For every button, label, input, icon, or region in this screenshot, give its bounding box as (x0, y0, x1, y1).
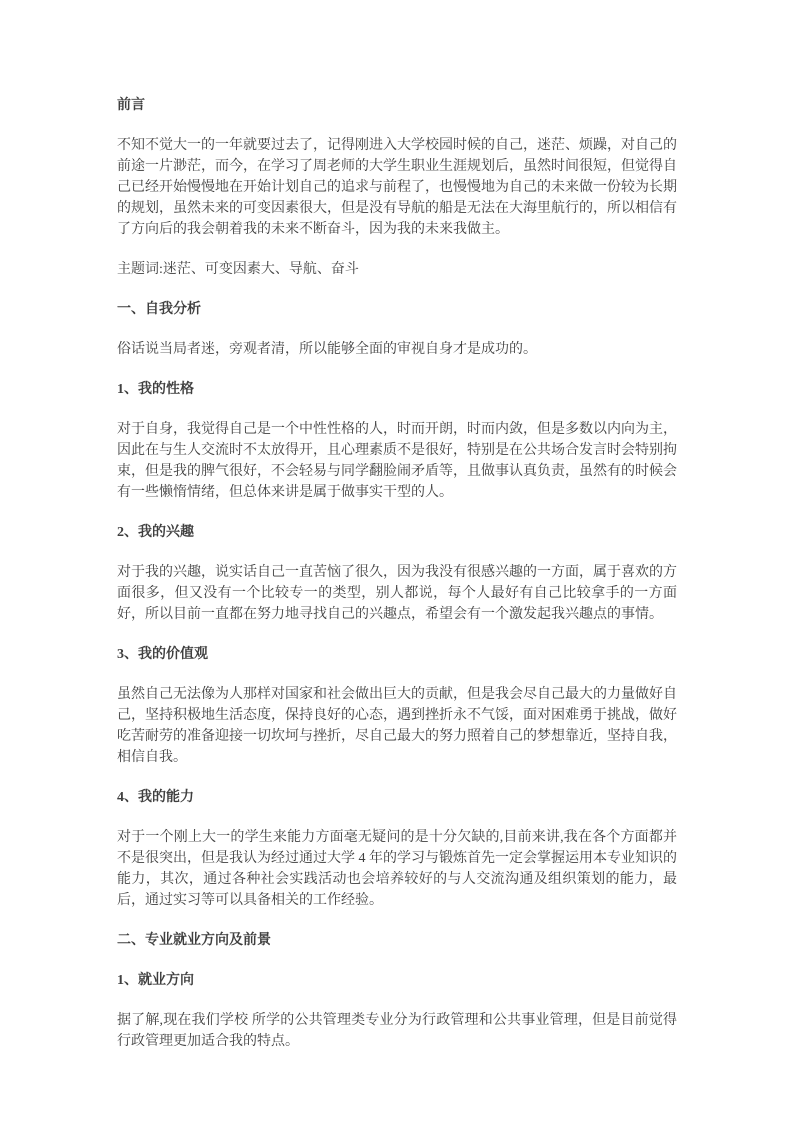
paragraph-preface: 不知不觉大一的一年就要过去了，记得刚进入大学校园时候的自己，迷茫、烦躁，对自己的前途一片渺茫，而今，在学习了周老师的大学生职业生涯规划后，虽然时间很短，但觉得自己已经开始慢慢地在开始计划自己的追求与前程了，也慢慢地为自己的未来做一份较为长期的规划，虽然未来的可变因素很大，但是没有导航的船是无法在大海里航行的，所以相信有了方向后的我会朝着我的未来不断奋斗，因为我的未来我做主。 (117, 138, 677, 237)
heading-values: 3、我的价值观 (117, 647, 208, 662)
paragraph-keywords: 主题词:迷茫、可变因素大、导航、奋斗 (117, 262, 359, 277)
heading-preface: 前言 (117, 98, 145, 113)
heading-interests: 2、我的兴趣 (117, 525, 194, 540)
heading-employment-direction: 1、就业方向 (117, 973, 194, 988)
heading-abilities: 4、我的能力 (117, 790, 194, 805)
paragraph-values: 虽然自己无法像为人那样对国家和社会做出巨大的贡献，但是我会尽自己最大的力量做好自己，坚持积极地生活态度，保持良好的心态，遇到挫折永不气馁，面对困难勇于挑战，做好吃苦耐劳的准备迎接一切坎坷与挫折，尽自己最大的努力照着自己的梦想靠近，坚持自我，相信自我。 (117, 687, 677, 765)
paragraph-abilities: 对于一个刚上大一的学生来能力方面毫无疑问的是十分欠缺的,目前来讲,我在各个方面都并不是很突出，但是我认为经过通过大学 4 年的学习与锻炼首先一定会掌握运用本专业知识的能力，其次，通过各种社会实践活动也会培养较好的与人交流沟通及组织策划的能力，最后，通过实习等可以具备相关的工作经验。 (117, 830, 677, 908)
paragraph-interests: 对于我的兴趣，说实话自己一直苦恼了很久，因为我没有很感兴趣的一方面，属于喜欢的方面很多，但又没有一个比较专一的类型，别人都说，每个人最好有自己比较拿手的一方面好，所以目前一直都在努力地寻找自己的兴趣点，希望会有一个激发起我兴趣点的事情。 (117, 565, 677, 622)
heading-career-prospects: 二、专业就业方向及前景 (117, 933, 271, 948)
heading-personality: 1、我的性格 (117, 382, 194, 397)
paragraph-employment-direction: 据了解,现在我们学校 所学的公共管理类专业分为行政管理和公共事业管理，但是目前觉得行政管理更加适合我的特点。 (117, 1013, 677, 1049)
paragraph-personality: 对于自身，我觉得自己是一个中性性格的人，时而开朗，时而内敛，但是多数以内向为主，因此在与生人交流时不太放得开，且心理素质不是很好，特别是在公共场合发言时会特别拘束，但是我的脾气很好，不会轻易与同学翻脸闹矛盾等，且做事认真负责，虽然有的时候会有一些懒惰情绪，但总体来讲是属于做事实干型的人。 (117, 422, 677, 500)
paragraph-self-analysis-intro: 俗话说当局者迷，旁观者清，所以能够全面的审视自身才是成功的。 (117, 342, 537, 357)
heading-self-analysis: 一、自我分析 (117, 302, 201, 317)
